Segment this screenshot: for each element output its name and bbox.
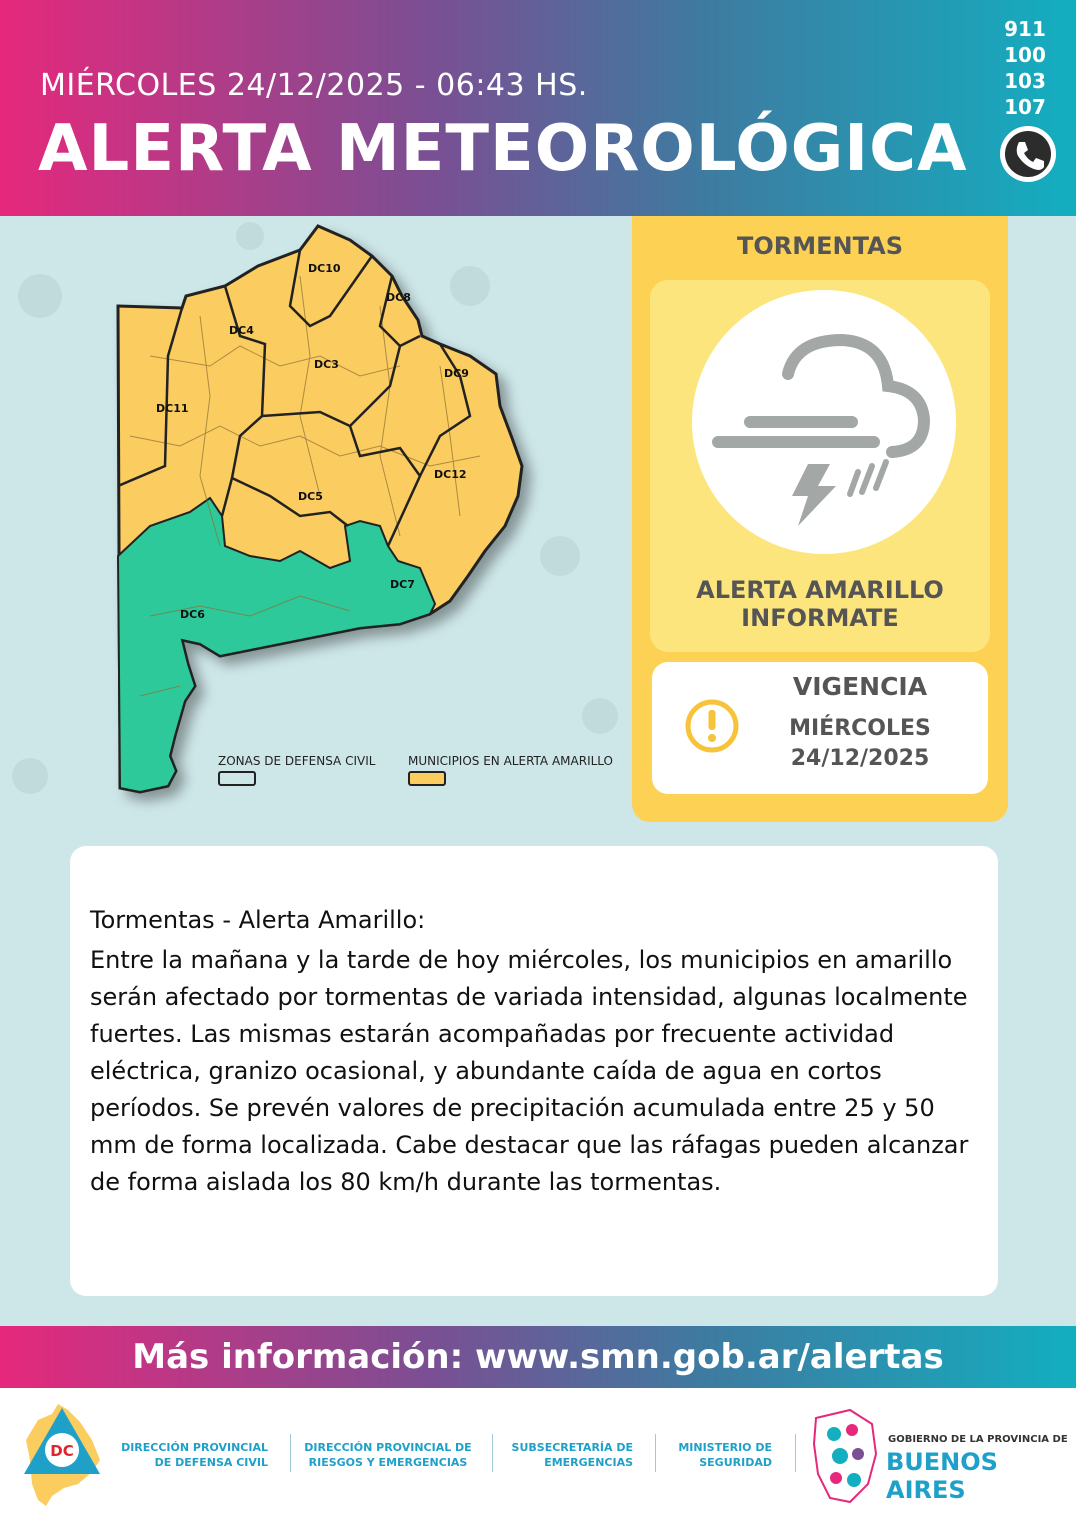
dc-logo-text: DC: [50, 1442, 74, 1460]
alert-side-panel: [632, 216, 1008, 822]
org-line: DIRECCIÓN PROVINCIAL DE: [304, 1441, 472, 1454]
footer: [0, 1388, 1076, 1522]
legend-alert-swatch: [408, 771, 446, 786]
province-map: [0, 216, 632, 826]
more-info-link[interactable]: Más información: www.smn.gob.ar/alertas: [0, 1326, 1076, 1388]
zone-label: DC9: [444, 367, 469, 380]
divider: [290, 1434, 291, 1472]
org-riesgos: [302, 1440, 474, 1470]
defensa-civil-logo: [22, 1400, 102, 1508]
org-ministerio: [678, 1440, 772, 1470]
zone-label: DC6: [180, 608, 205, 621]
storm-icon: [692, 290, 956, 554]
alert-level-line2: INFORMATE: [741, 604, 899, 632]
page-title: ALERTA METEOROLÓGICA: [38, 112, 968, 186]
zone-label: DC3: [314, 358, 339, 371]
legend-alert: [408, 754, 613, 786]
org-subsecretaria: [512, 1440, 633, 1470]
divider: [795, 1434, 796, 1472]
org-line: RIESGOS Y EMERGENCIAS: [308, 1456, 468, 1469]
org-defensa-civil: [121, 1440, 268, 1470]
zone-label: DC4: [229, 324, 254, 337]
alert-level-box: [650, 280, 990, 652]
divider: [492, 1434, 493, 1472]
alert-level-line1: ALERTA AMARILLO: [696, 576, 944, 604]
vigencia-date: 24/12/2025: [790, 746, 930, 771]
zone-label: DC5: [298, 490, 323, 503]
header-banner: [0, 0, 1076, 216]
gov-name: BUENOS AIRES: [886, 1448, 998, 1504]
emergency-number[interactable]: 103: [1004, 69, 1046, 93]
legend-zones: [218, 754, 375, 786]
emergency-number[interactable]: 911: [1004, 17, 1046, 41]
zone-label: DC10: [308, 262, 341, 275]
description-heading: Tormentas - Alerta Amarillo:: [90, 906, 426, 934]
emergency-numbers: [1004, 16, 1046, 120]
warning-icon: [684, 698, 740, 754]
legend-zones-swatch: [218, 771, 256, 786]
emergency-number[interactable]: 107: [1004, 95, 1046, 119]
org-line: DIRECCIÓN PROVINCIAL: [121, 1441, 268, 1454]
emergency-number[interactable]: 100: [1004, 43, 1046, 67]
phenomenon-title: TORMENTAS: [737, 232, 903, 260]
org-line: EMERGENCIAS: [544, 1456, 633, 1469]
province-logo-icon: [810, 1404, 880, 1508]
zone-label: DC7: [390, 578, 415, 591]
vigencia-title: VIGENCIA: [792, 672, 928, 701]
gov-label: GOBIERNO DE LA PROVINCIA DE: [888, 1434, 1068, 1445]
phone-icon: [1000, 126, 1056, 182]
zone-label: DC11: [156, 402, 189, 415]
legend-alert-label: MUNICIPIOS EN ALERTA AMARILLO: [408, 754, 613, 768]
zone-label: DC12: [434, 468, 467, 481]
alert-datetime: MIÉRCOLES 24/12/2025 - 06:43 HS.: [40, 68, 588, 103]
org-line: SUBSECRETARÍA DE: [511, 1441, 633, 1454]
vigencia-day: MIÉRCOLES: [789, 716, 931, 741]
org-line: SEGURIDAD: [699, 1456, 772, 1469]
vigencia-box: [652, 662, 988, 794]
org-line: DE DEFENSA CIVIL: [154, 1456, 268, 1469]
description-card: [70, 846, 998, 1296]
alert-level-text: [650, 576, 990, 632]
description-body: Entre la mañana y la tarde de hoy miércoles, los municipios en amarillo serán afectado por tormentas de variada intensidad, algunas localmente fuertes. Las mismas estarán acompañadas por frecuente actividad eléctrica, granizo ocasional, y abundante caída de agua en cortos períodos. Se prevén valores de precipitación acumulada entre 25 y 50 mm de forma localizada. Cabe destacar que las ráfagas pueden alcanzar de forma aislada los 80 km/h durante las tormentas.: [90, 946, 969, 1196]
divider: [655, 1434, 656, 1472]
org-line: MINISTERIO DE: [678, 1441, 772, 1454]
zone-label: DC8: [386, 291, 411, 304]
legend-zones-label: ZONAS DE DEFENSA CIVIL: [218, 754, 376, 768]
